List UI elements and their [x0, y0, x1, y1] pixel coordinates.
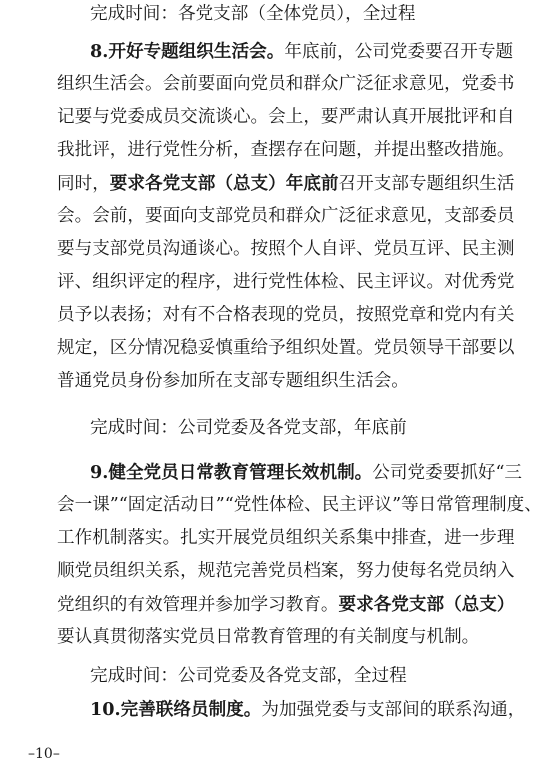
section-9-text: 党组织的有效管理并参加学习教育。 [57, 595, 339, 615]
section-9-line-3 [57, 522, 515, 555]
section-8-line-11 [57, 365, 503, 398]
section-8-line-8 [57, 266, 515, 299]
section-8-line-1 [90, 35, 514, 68]
section-9-text: 顺党员组织关系，规范完善党员档案，努力使每名党员纳入 [57, 561, 515, 581]
section-8-text: 我批评，进行党性分析，查摆存在问题，并提出整改措施。 [57, 140, 515, 160]
section-8-line-5 [57, 167, 515, 200]
section-9-line-1 [90, 456, 523, 489]
completion-time-line-9 [90, 660, 503, 693]
completion-time-text: 完成时间：各党支部（全体党员），全过程 [90, 4, 416, 24]
section-9-line-6 [57, 621, 503, 654]
section-9-line-4 [57, 555, 515, 588]
section-9-text: 要认真贯彻落实党员日常教育管理的有关制度与机制。 [57, 627, 480, 647]
section-8-bold-requirement: 要求各党支部（总支）年底前 [109, 173, 339, 194]
section-8-text: 规定，区分情况稳妥慎重给予组织处置。党员领导干部要以 [57, 338, 515, 358]
section-8-text: 同时， [57, 174, 110, 194]
section-9-line-5 [57, 588, 515, 621]
section-8-line-6 [57, 200, 515, 233]
section-8-text: 员予以表扬；对有不合格表现的党员，按照党章和党内有关 [57, 305, 515, 325]
section-8-line-10 [57, 332, 515, 365]
completion-time-line-0 [90, 0, 503, 31]
section-10-heading: 10.完善联络员制度。 [90, 699, 262, 720]
section-8-line-4 [57, 134, 515, 167]
completion-time-line-8 [90, 412, 503, 445]
completion-time-text: 完成时间：公司党委及各党支部，年底前 [90, 418, 407, 438]
section-8-line-1-text: 年底前，公司党委要召开专题 [284, 42, 514, 62]
page-number: –10– [28, 746, 60, 762]
section-10-line-1 [90, 693, 526, 726]
section-8-text: 召开支部专题组织生活 [338, 174, 515, 194]
section-8-line-3 [57, 101, 515, 134]
section-9-line-1-text: 公司党委要抓好“三 [372, 463, 523, 483]
section-10-line-1-text: 为加强党委与支部间的联系沟通， [261, 700, 526, 720]
section-8-text: 普通党员身份参加所在支部专题组织生活会。 [57, 371, 409, 391]
section-8-text: 会。会前，要面向支部党员和群众广泛征求意见，支部委员 [57, 206, 515, 226]
section-8-text: 要与支部党员沟通谈心。按照个人自评、党员互评、民主测 [57, 239, 515, 259]
section-8-text: 组织生活会。会前要面向党员和群众广泛征求意见，党委书 [57, 74, 515, 94]
section-8-text: 记要与党委成员交流谈心。会上，要严肃认真开展批评和自 [57, 107, 515, 127]
section-9-text: 会一课”“固定活动日”“党性体检、民主评议”等日常管理制度、 [57, 495, 542, 515]
section-9-bold-requirement: 要求各党支部（总支） [338, 594, 515, 615]
section-8-line-7 [57, 233, 515, 266]
section-9-text: 工作机制落实。扎实开展党员组织关系集中排查，进一步理 [57, 528, 515, 548]
section-8-line-2 [57, 68, 515, 101]
section-9-heading: 9.健全党员日常教育管理长效机制。 [90, 462, 373, 483]
completion-time-text: 完成时间：公司党委及各党支部，全过程 [90, 666, 407, 686]
section-8-heading: 8.开好专题组织生活会。 [90, 41, 285, 62]
section-8-text: 评、组织评定的程序，进行党性体检、民主评议。对优秀党 [57, 272, 515, 292]
section-8-line-9 [57, 299, 515, 332]
section-9-line-2 [57, 489, 542, 522]
